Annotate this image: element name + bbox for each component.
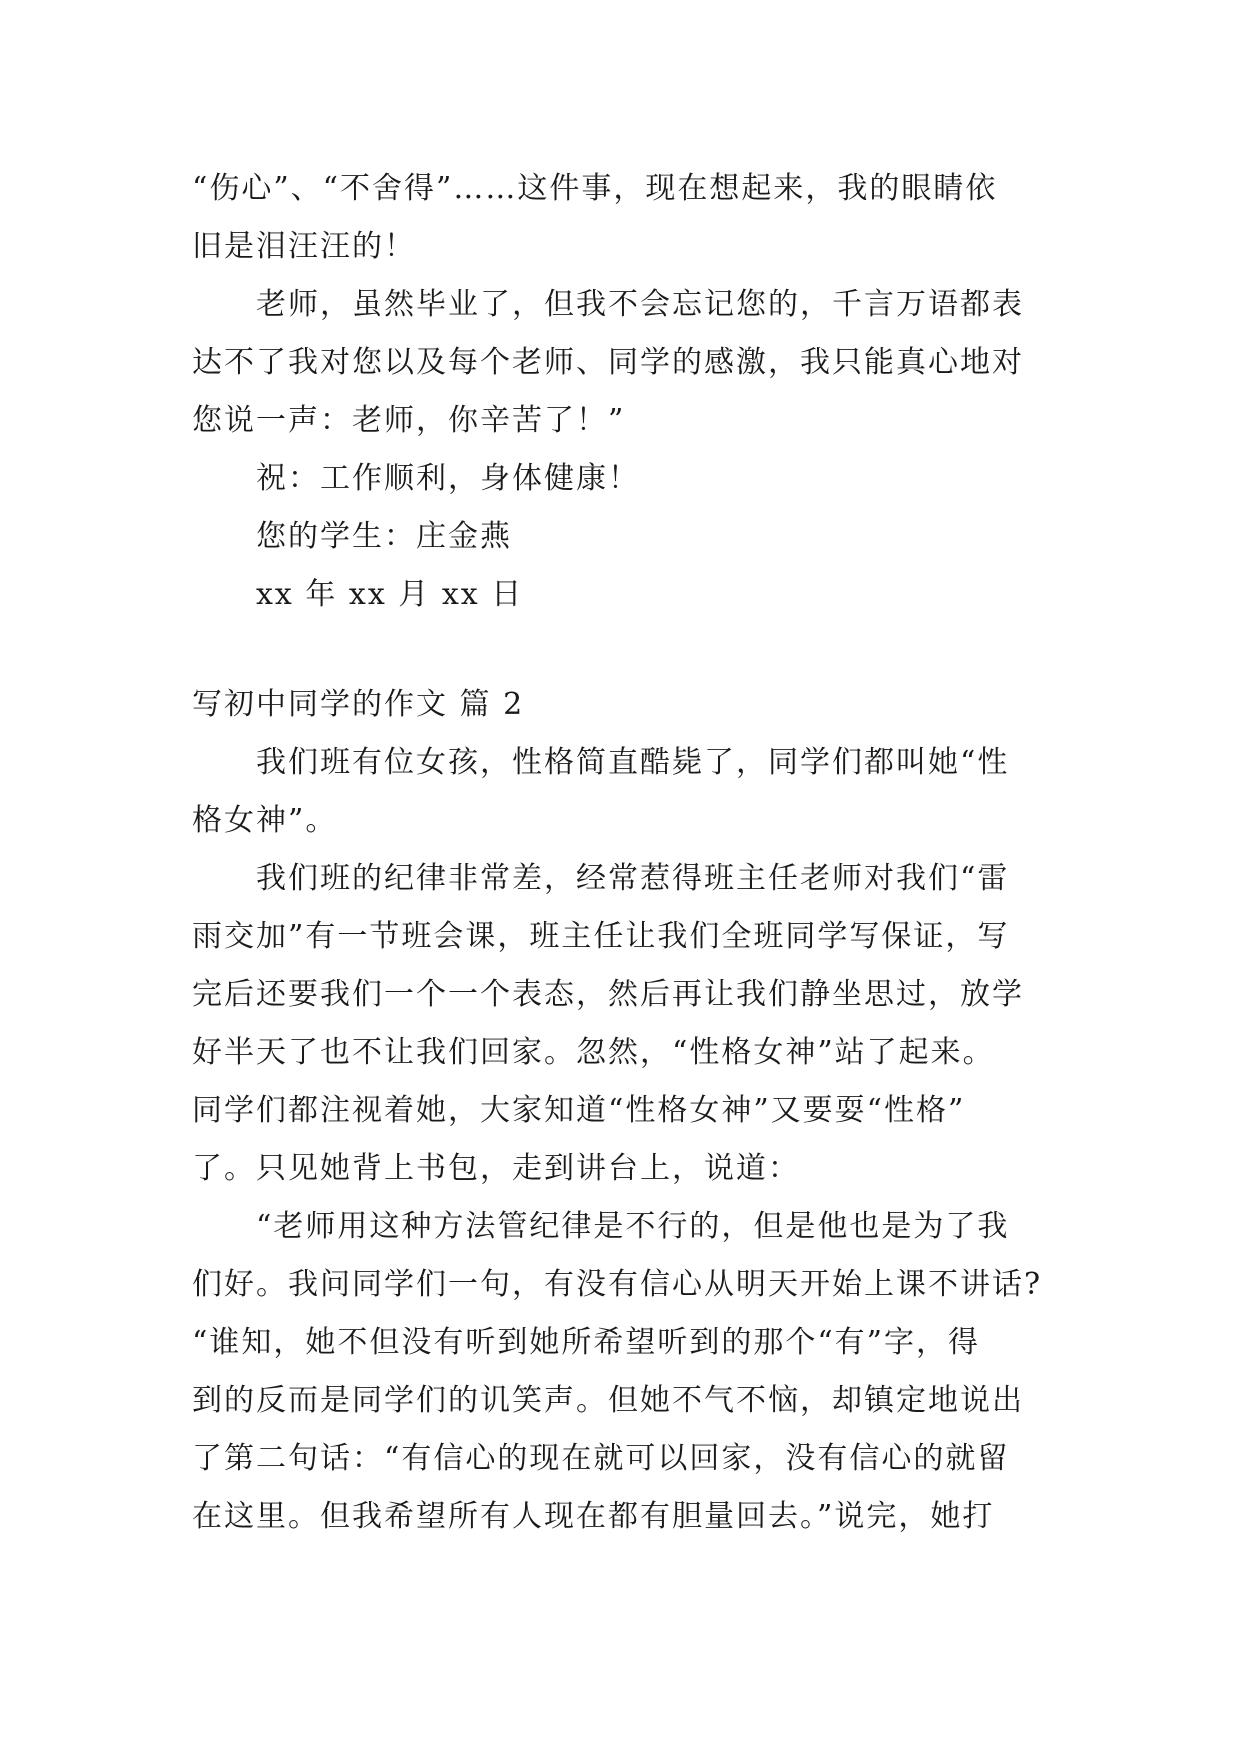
section-2 <box>192 676 1052 1546</box>
paragraph-line: 们好。我问同学们一句，有没有信心从明天开始上课不讲话? <box>192 1267 1043 1302</box>
document-page <box>192 160 1052 1546</box>
paragraph-line: 旧是泪汪汪的！ <box>192 229 416 264</box>
date-line: xx 年 xx 月 xx 日 <box>256 577 524 612</box>
paragraph-line: 完后还要我们一个一个表态，然后再让我们静坐思过，放学 <box>192 977 1024 1012</box>
paragraph-line: 您说一声：老师，你辛苦了！” <box>192 403 626 438</box>
paragraph-line: 好半天了也不让我们回家。忽然，“性格女神”站了起来。 <box>192 1035 995 1070</box>
paragraph-line: “谁知，她不但没有听到她所希望听到的那个“有”字，得 <box>192 1325 981 1360</box>
paragraph-line: 了第二句话：“有信心的现在就可以回家，没有信心的就留 <box>192 1441 1010 1476</box>
section-1 <box>192 160 1052 624</box>
paragraph-line: 在这里。但我希望所有人现在都有胆量回去。”说完，她打 <box>192 1499 995 1534</box>
paragraph-line: “老师用这种方法管纪律是不行的，但是他也是为了我 <box>256 1209 1010 1244</box>
closing-wish: 祝：工作顺利，身体健康！ <box>256 461 640 496</box>
paragraph-line: 格女神”。 <box>192 803 338 838</box>
paragraph-line: “伤心”、“不舍得”……这件事，现在想起来，我的眼睛依 <box>192 171 998 206</box>
section-spacer <box>192 624 1052 676</box>
paragraph-line: 了。只见她背上书包，走到讲台上，说道： <box>192 1151 800 1186</box>
paragraph-line: 雨交加”有一节班会课，班主任让我们全班同学写保证，写 <box>192 919 1010 954</box>
signature-line: 您的学生：庄金燕 <box>256 519 512 554</box>
paragraph-line: 到的反而是同学们的讥笑声。但她不气不恼，却镇定地说出 <box>192 1383 1024 1418</box>
paragraph-line: 我们班有位女孩，性格简直酷毙了，同学们都叫她“性 <box>256 745 1010 780</box>
paragraph-line: 达不了我对您以及每个老师、同学的感激，我只能真心地对 <box>192 345 1024 380</box>
paragraph-line: 我们班的纪律非常差，经常惹得班主任老师对我们“雷 <box>256 861 1010 896</box>
section-heading: 写初中同学的作文 篇 2 <box>192 687 525 722</box>
paragraph-line: 同学们都注视着她，大家知道“性格女神”又要耍“性格” <box>192 1093 966 1128</box>
paragraph-line: 老师，虽然毕业了，但我不会忘记您的，千言万语都表 <box>256 287 1024 322</box>
